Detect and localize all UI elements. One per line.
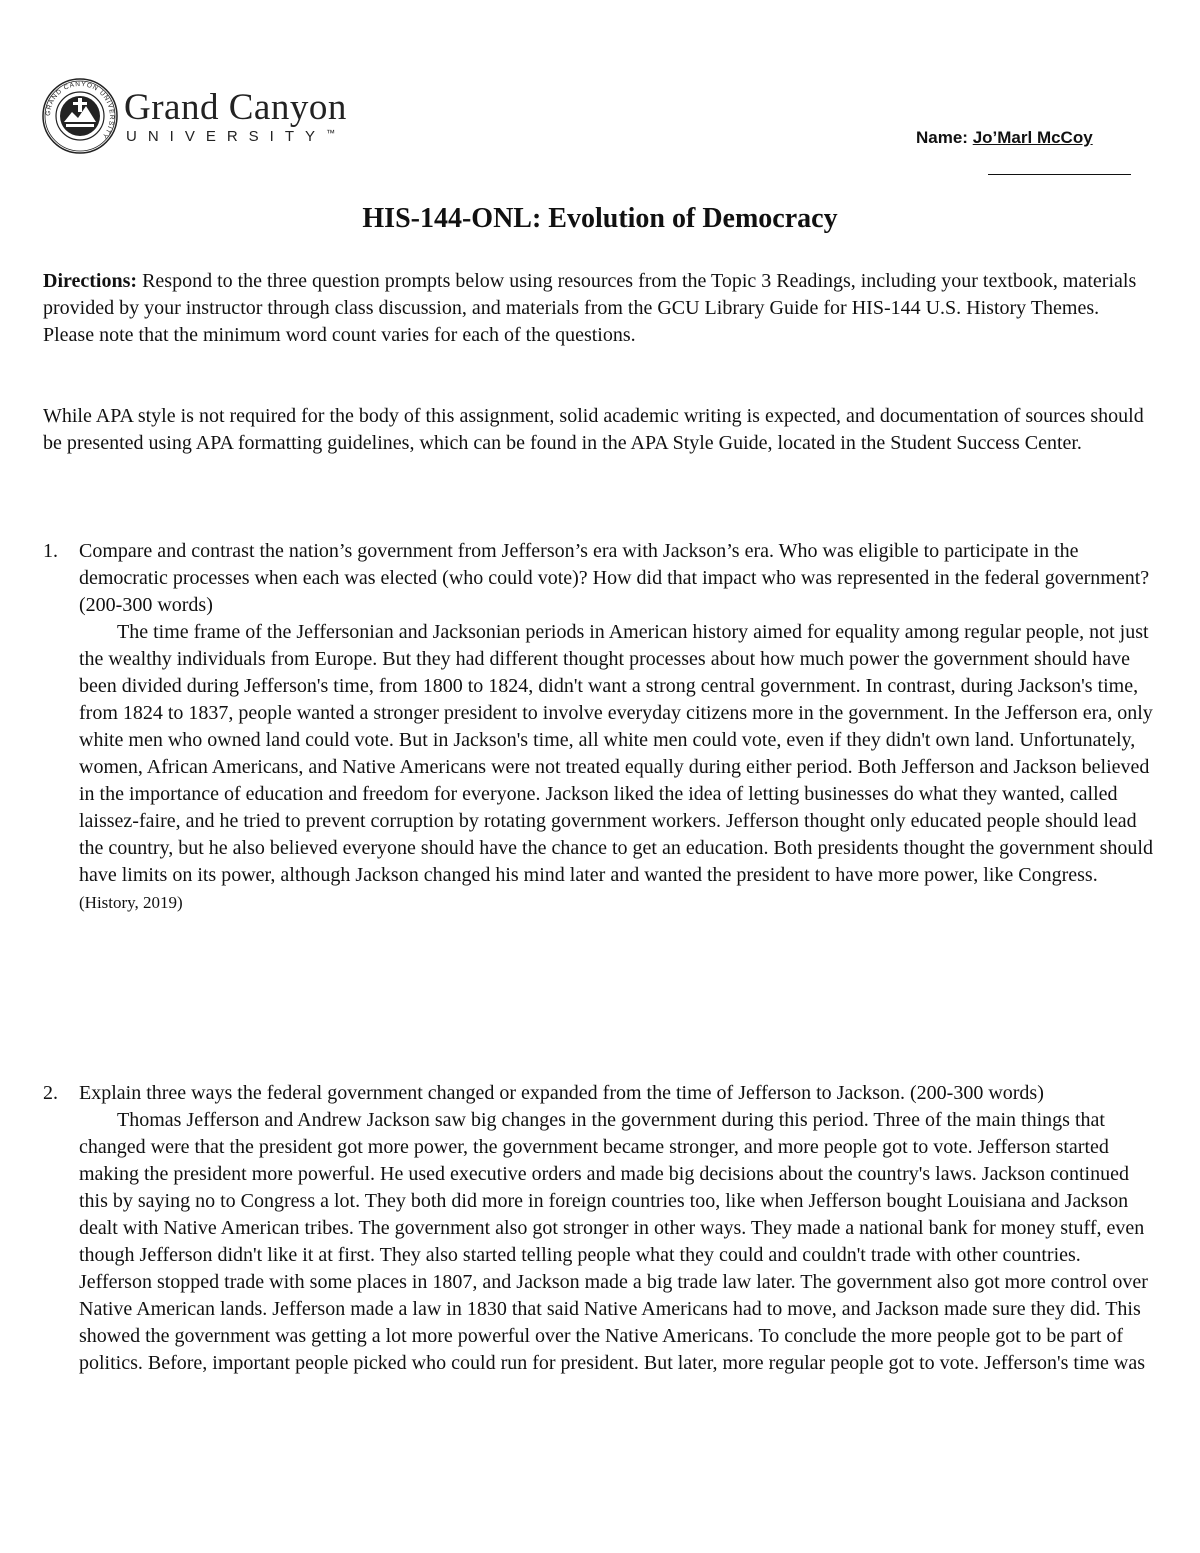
name-underline <box>988 174 1131 175</box>
question-answer <box>79 619 1153 916</box>
trademark-symbol: ™ <box>326 128 336 138</box>
answer-text: The time frame of the Jeffersonian and Jacksonian periods in American history aimed for equality among regular people, not just the wealthy individuals from Europe. But they had different thought processes about how much power the government should have been divided during Jefferson's time, from 1800 to 1824, didn't want a strong central government. In contrast, during Jackson's time, from 1824 to 1837, people wanted a stronger president to involve everyday citizens more in the government. In the Jefferson era, only white men who owned land could vote. But in Jackson's time, all white men could vote, even if they didn't own land. Unfortunately, women, African Americans, and Native Americans were not treated equally during either period. Both Jefferson and Jackson believed in the importance of education and freedom for everyone. Jackson liked the idea of letting businesses do what they wanted, called laissez-faire, and he tried to prevent corruption by rotating government workers. Jefferson thought only educated people should lead the country, but he also believed everyone should have the chance to get an education. Both presidents thought the government should have limits on its power, although Jackson changed his mind later and wanted the president to have more power, like Congress. <box>79 621 1153 886</box>
apa-note-paragraph: While APA style is not required for the body of this assignment, solid academic writing is expected, and documentation of sources should be presented using APA formatting guidelines, which can be found in the APA Style Guide, located in the Student Success Center. <box>43 405 1144 454</box>
question-answer: Thomas Jefferson and Andrew Jackson saw big changes in the government during this period. Three of the main things that changed were that the president got more power, the government became stronger, and more people got to vote. Jefferson started making the president more powerful. He used executive orders and made big decisions about the country's laws. Jackson continued this by saying no to Congress a lot. They both did more in foreign countries too, like when Jefferson bought Louisiana and Jackson dealt with Native American tribes. The government also got stronger in other ways. They made a national bank for money stuff, even though Jefferson didn't like it at first. They also started telling people what they could and couldn't trade with other countries. Jefferson stopped trade with some places in 1807, and Jackson made a big trade law later. The government also got more control over Native American lands. Jefferson made a law in 1830 that said Native Americans had to move, and Jackson made sure they did. This showed the government was getting a lot more powerful over the Native Americans. To conclude the more people got to be part of politics. Before, important people picked who could run for president. But later, more regular people got to vote. Jefferson's time was <box>79 1109 1148 1374</box>
question-prompt: Compare and contrast the nation’s government from Jefferson’s era with Jackson’s era. Who was eligible to participate in the democratic processes when each was elected (who could vote)? How did that impact who was represented in the federal government? (200-300 words) <box>79 540 1150 616</box>
university-logo <box>42 78 392 158</box>
directions-paragraph <box>43 268 1153 349</box>
question-2 <box>43 1080 1153 1377</box>
question-prompt: Explain three ways the federal government changed or expanded from the time of Jefferson to Jackson. (200-300 words) <box>79 1082 1044 1104</box>
university-seal-icon <box>42 78 118 154</box>
question-1 <box>43 538 1153 916</box>
name-label: Name: <box>916 128 968 147</box>
seal-text: GRAND CANYON UNIVERSITY <box>44 80 116 141</box>
question-number: 2. <box>43 1082 58 1104</box>
directions-text: Respond to the three question prompts below using resources from the Topic 3 Readings, including your textbook, materials provided by your instructor through class discussion, and materials from the GCU Library Guide for HIS-144 U.S. History Themes. Please note that the minimum word count varies for each of the questions. <box>43 270 1137 346</box>
student-name <box>916 128 1093 148</box>
logo-subtitle: UNIVERSITY <box>126 128 327 145</box>
name-value: Jo’Marl McCoy <box>972 128 1093 147</box>
logo-wordmark: Grand Canyon <box>124 87 347 128</box>
question-number: 1. <box>43 540 58 562</box>
citation: (History, 2019) <box>79 893 183 912</box>
directions-label: Directions: <box>43 270 138 292</box>
document-title: HIS-144-ONL: Evolution of Democracy <box>362 203 838 234</box>
